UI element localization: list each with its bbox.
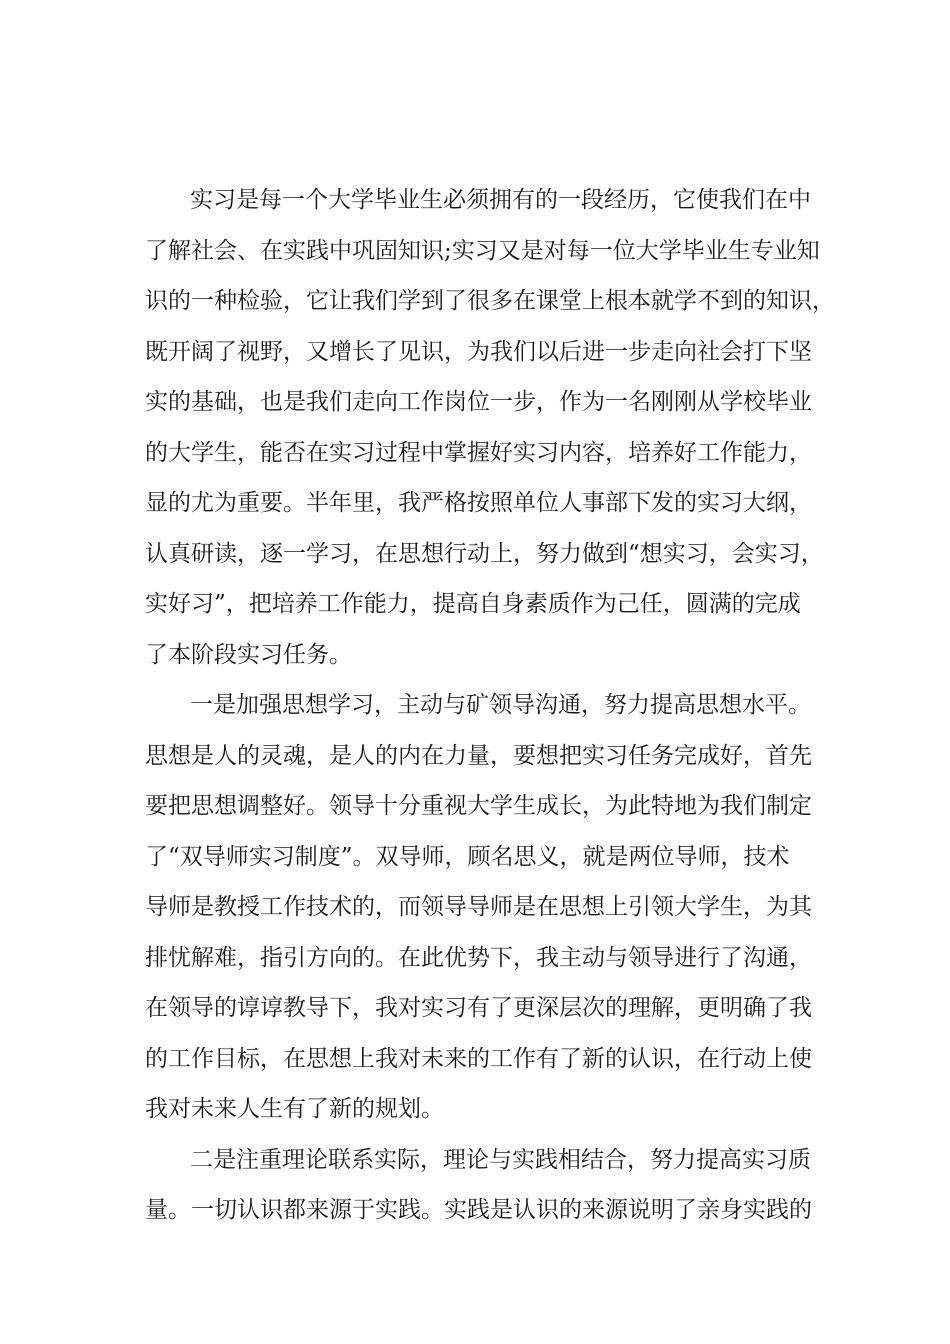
paragraph-1-line-1: 实习是每一个大学毕业生必须拥有的一段经历，它使我们在中	[190, 187, 811, 213]
paragraph-3-line-1: 二是注重理论联系实际，理论与实践相结合，努力提高实习质	[190, 1147, 811, 1173]
paragraph-2-line-1: 一是加强思想学习，主动与矿领导沟通，努力提高思想水平。	[190, 692, 811, 718]
paragraph-1-line-7: 显的尤为重要。半年里，我严格按照单位人事部下发的实习大纲，	[145, 490, 812, 516]
paragraph-2-line-9: 我对未来人生有了新的规划。	[145, 1096, 444, 1122]
paragraph-1-line-10: 了本阶段实习任务。	[145, 642, 352, 668]
paragraph-2-line-6: 排忧解难，指引方向的。在此优势下，我主动与领导进行了沟通，	[145, 945, 812, 971]
paragraph-2-line-3: 要把思想调整好。领导十分重视大学生成长，为此特地为我们制定	[145, 793, 812, 819]
paragraph-2-line-8: 的工作目标，在思想上我对未来的工作有了新的认识，在行动上使	[145, 1046, 812, 1072]
paragraph-3-line-2: 量。一切认识都来源于实践。实践是认识的来源说明了亲身实践的	[145, 1197, 812, 1223]
paragraph-2-line-2: 思想是人的灵魂，是人的内在力量，要想把实习任务完成好，首先	[145, 743, 812, 769]
paragraph-1-line-2: 了解社会、在实践中巩固知识;实习又是对每一位大学毕业生专业知	[145, 238, 820, 264]
paragraph-1-line-8: 认真研读，逐一学习，在思想行动上，努力做到“想实习，会实习，	[145, 541, 824, 567]
paragraph-1-line-5: 实的基础，也是我们走向工作岗位一步，作为一名刚刚从学校毕业	[145, 389, 812, 415]
paragraph-1-line-6: 的大学生，能否在实习过程中掌握好实习内容，培养好工作能力，	[145, 440, 812, 466]
paragraph-2-line-4: 了“双导师实习制度”。双导师，顾名思义，就是两位导师，技术	[145, 844, 790, 870]
paragraph-1-line-9: 实好习”，把培养工作能力，提高自身素质作为己任，圆满的完成	[145, 591, 801, 617]
paragraph-2-line-7: 在领导的谆谆教导下，我对实习有了更深层次的理解，更明确了我	[145, 995, 812, 1021]
paragraph-1-line-3: 识的一种检验，它让我们学到了很多在课堂上根本就学不到的知识，	[145, 288, 835, 314]
paragraph-2-line-5: 导师是教授工作技术的，而领导导师是在思想上引领大学生，为其	[145, 894, 812, 920]
paragraph-1-line-4: 既开阔了视野，又增长了见识，为我们以后进一步走向社会打下坚	[145, 339, 812, 365]
